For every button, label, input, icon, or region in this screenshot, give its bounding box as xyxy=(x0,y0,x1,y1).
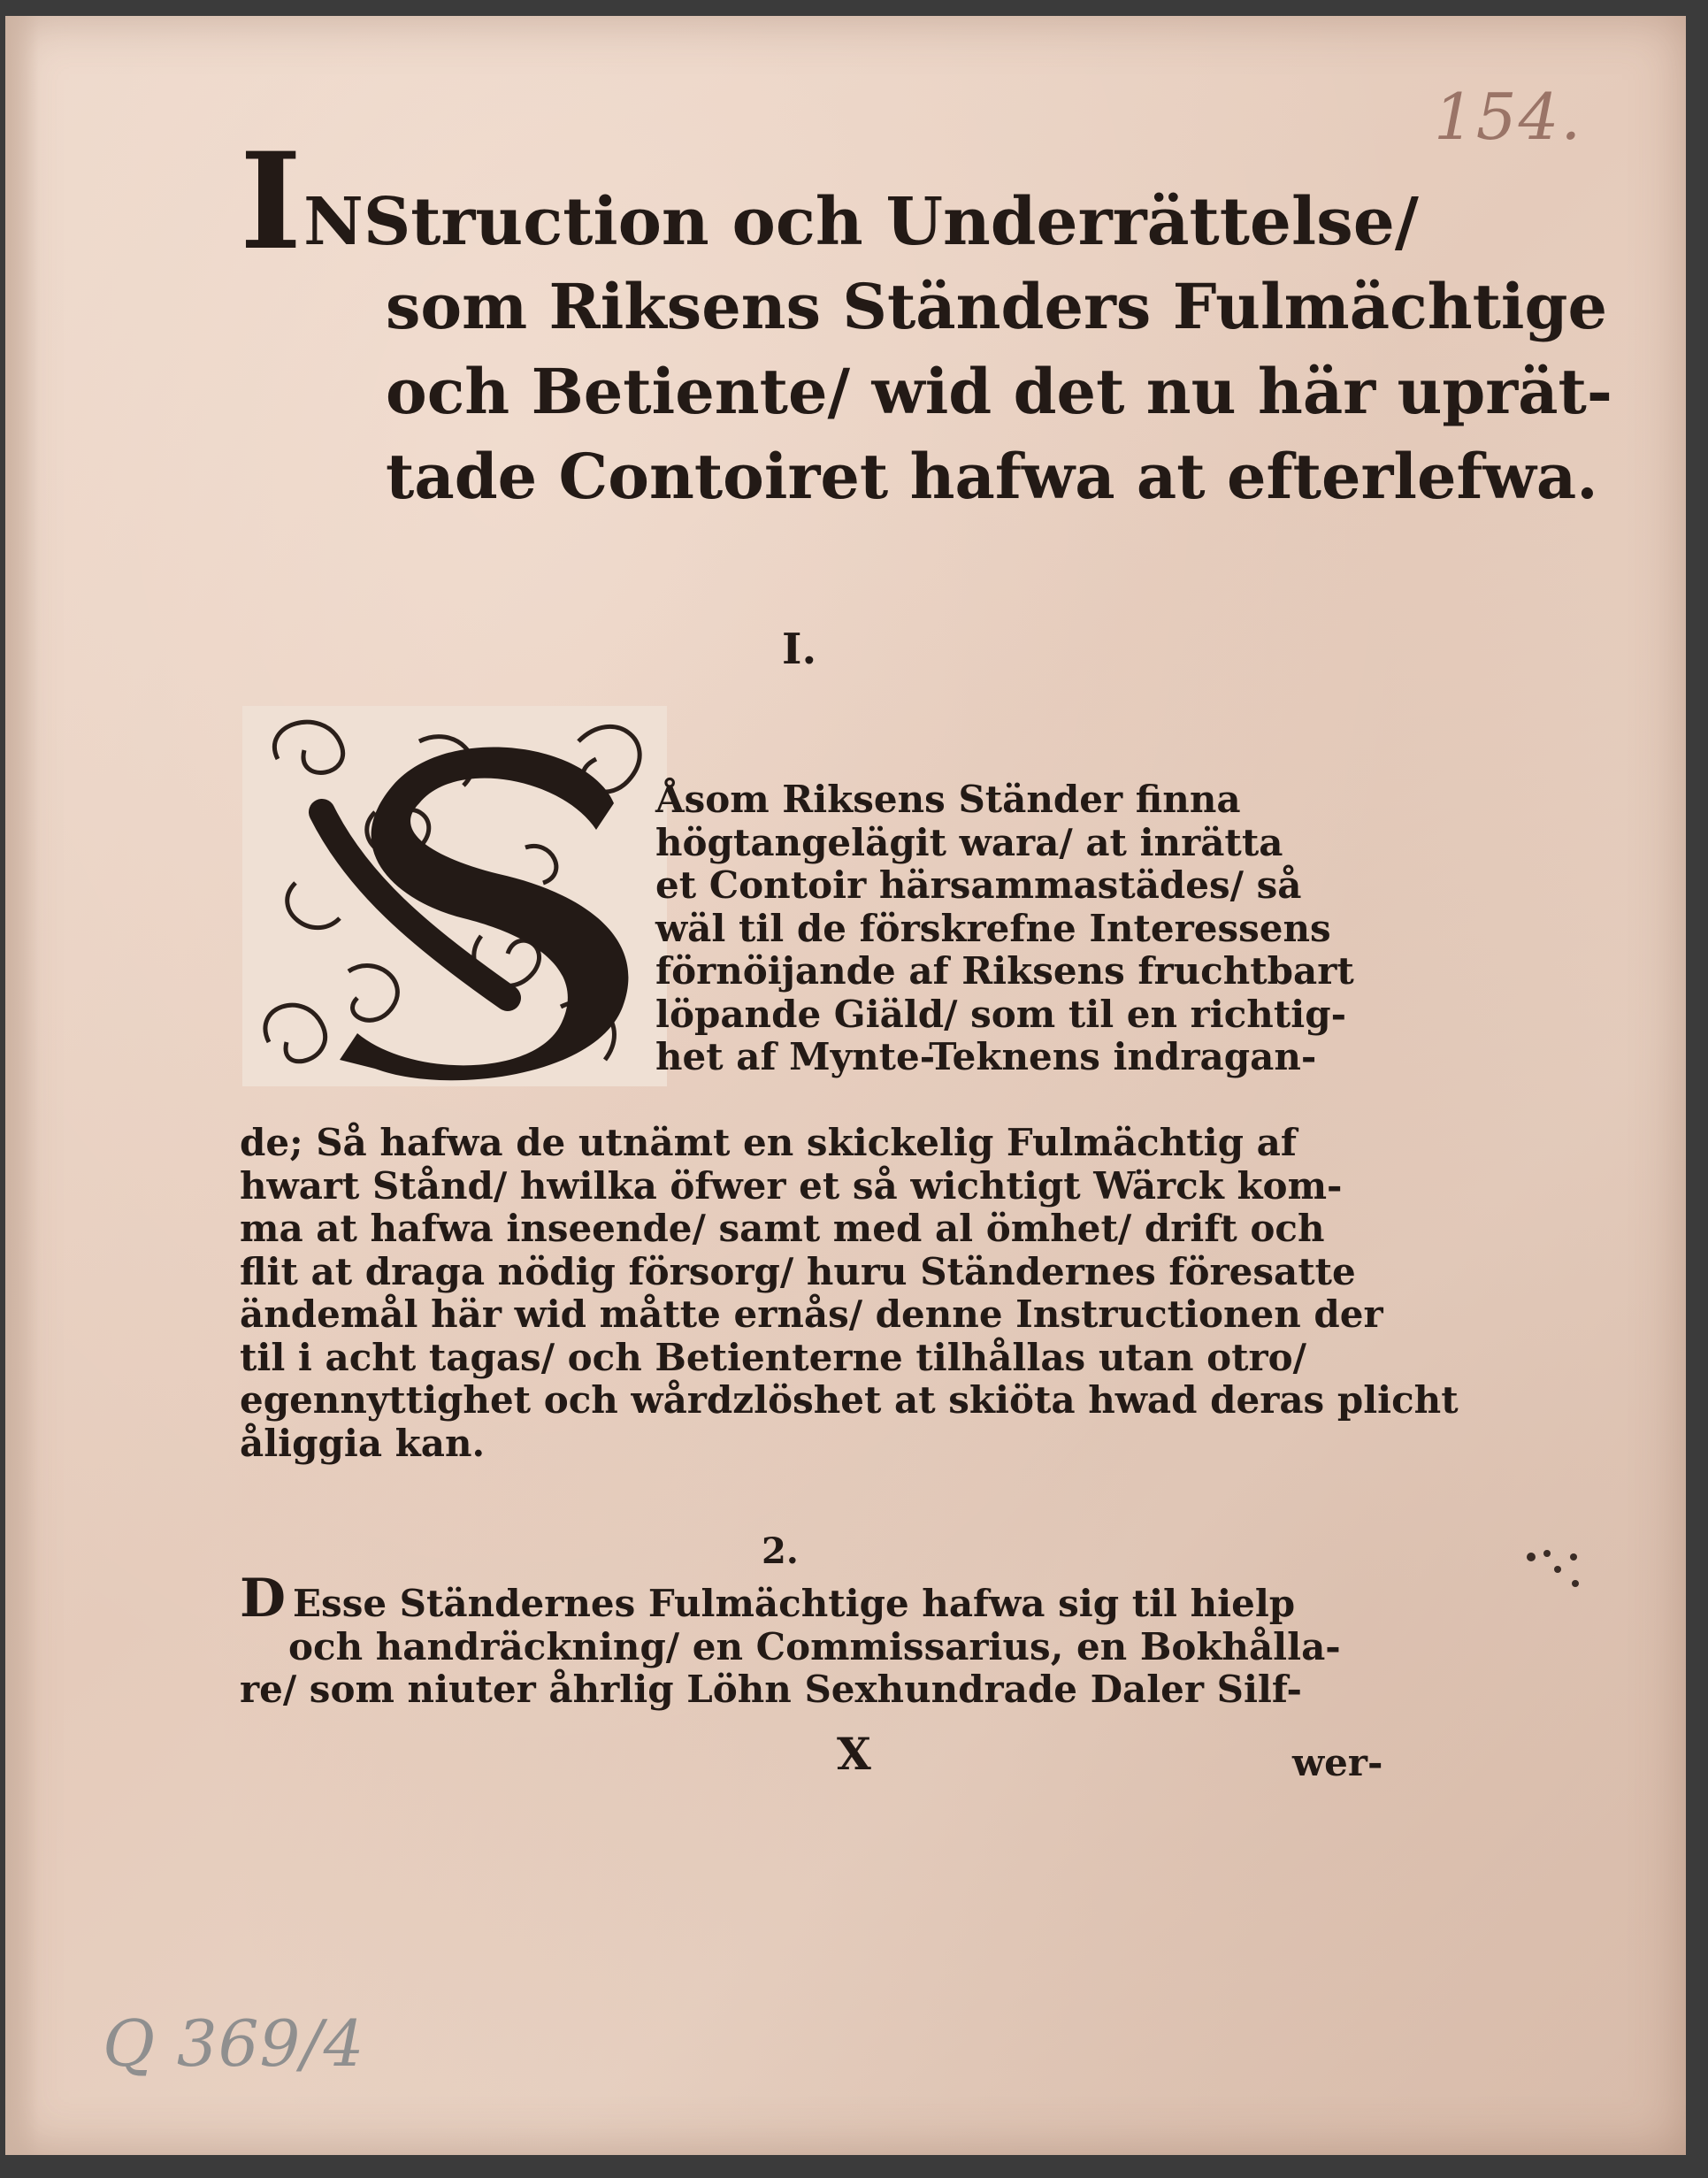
document-title xyxy=(240,124,1612,519)
text-line: hwart Stånd/ hwilka öfwer et så wichtigt Wärck kom- xyxy=(240,1163,1343,1208)
text-line: åliggia kan. xyxy=(240,1421,486,1465)
text-line: löpande Giäld/ som til en richtig- xyxy=(655,992,1346,1036)
text-line: flit at draga nödig försorg/ huru Ständernes föresatte xyxy=(240,1249,1356,1293)
section-2-initial: D xyxy=(240,1568,287,1630)
section-number-1: I. xyxy=(782,625,817,674)
text-line: och handräckning/ en Commissarius, en Bokhålla- xyxy=(288,1624,1341,1668)
section-2-body xyxy=(240,1568,1359,1712)
text-line: de; Så hafwa de utnämt en skickelig Fulmächtig af xyxy=(240,1121,1297,1164)
document-page xyxy=(5,16,1686,2155)
ornamental-s-icon xyxy=(242,706,667,1086)
text-line: wäl til de förskrefne Interessens xyxy=(655,906,1331,950)
text-line: högtangelägit wara/ at inrätta xyxy=(655,820,1283,864)
text-line: re/ som niuter åhrlig Löhn Sexhundrade Daler Silf- xyxy=(240,1668,1302,1711)
section-number-2: 2. xyxy=(762,1530,799,1572)
catchword: wer- xyxy=(1292,1741,1383,1784)
title-line-3: och Betiente/ wid det nu här uprät- xyxy=(386,355,1612,428)
text-line: ma at hafwa inseende/ samt med al ömhet/ drift och xyxy=(240,1207,1325,1250)
text-line: egennyttighet och wårdzlöshet at skiöta hwad deras plicht xyxy=(240,1378,1459,1422)
text-line: ändemål här wid måtte ernås/ denne Instructionen der xyxy=(240,1292,1383,1336)
folio-number: 154. xyxy=(1434,80,1583,154)
text-line: et Contoir härsammastädes/ så xyxy=(655,863,1302,907)
text-line: förnöijande af Riksens fruchtbart xyxy=(655,949,1354,993)
signature-mark: X xyxy=(837,1728,871,1780)
text-line: het af Mynte-Teknens indragan- xyxy=(655,1035,1317,1078)
section-1-opening-lines xyxy=(655,778,1354,1079)
title-initial: I xyxy=(240,124,303,280)
title-line-1 xyxy=(240,124,1419,280)
text-line xyxy=(240,1568,1359,1630)
shelfmark-annotation: Q 369/4 xyxy=(103,2006,365,2081)
title-line-4: tade Contoiret hafwa at efterlefwa. xyxy=(386,440,1598,513)
text-line: til i acht tagas/ och Betienterne tilhållas utan otro/ xyxy=(240,1335,1307,1379)
text-line-content: Esse Ständernes Fulmächtige hafwa sig til hielp xyxy=(293,1582,1296,1625)
title-line-1-text: NStruction och Underrättelse/ xyxy=(303,184,1419,260)
text-line: Åsom Riksens Ständer finna xyxy=(655,778,1241,821)
title-line-2: som Riksens Ständers Fulmächtige xyxy=(386,270,1607,343)
section-1-body xyxy=(240,1121,1459,1465)
ink-specks-icon xyxy=(1522,1546,1584,1599)
ornamental-drop-cap xyxy=(242,706,667,1086)
page-binding-edge xyxy=(5,16,39,2155)
